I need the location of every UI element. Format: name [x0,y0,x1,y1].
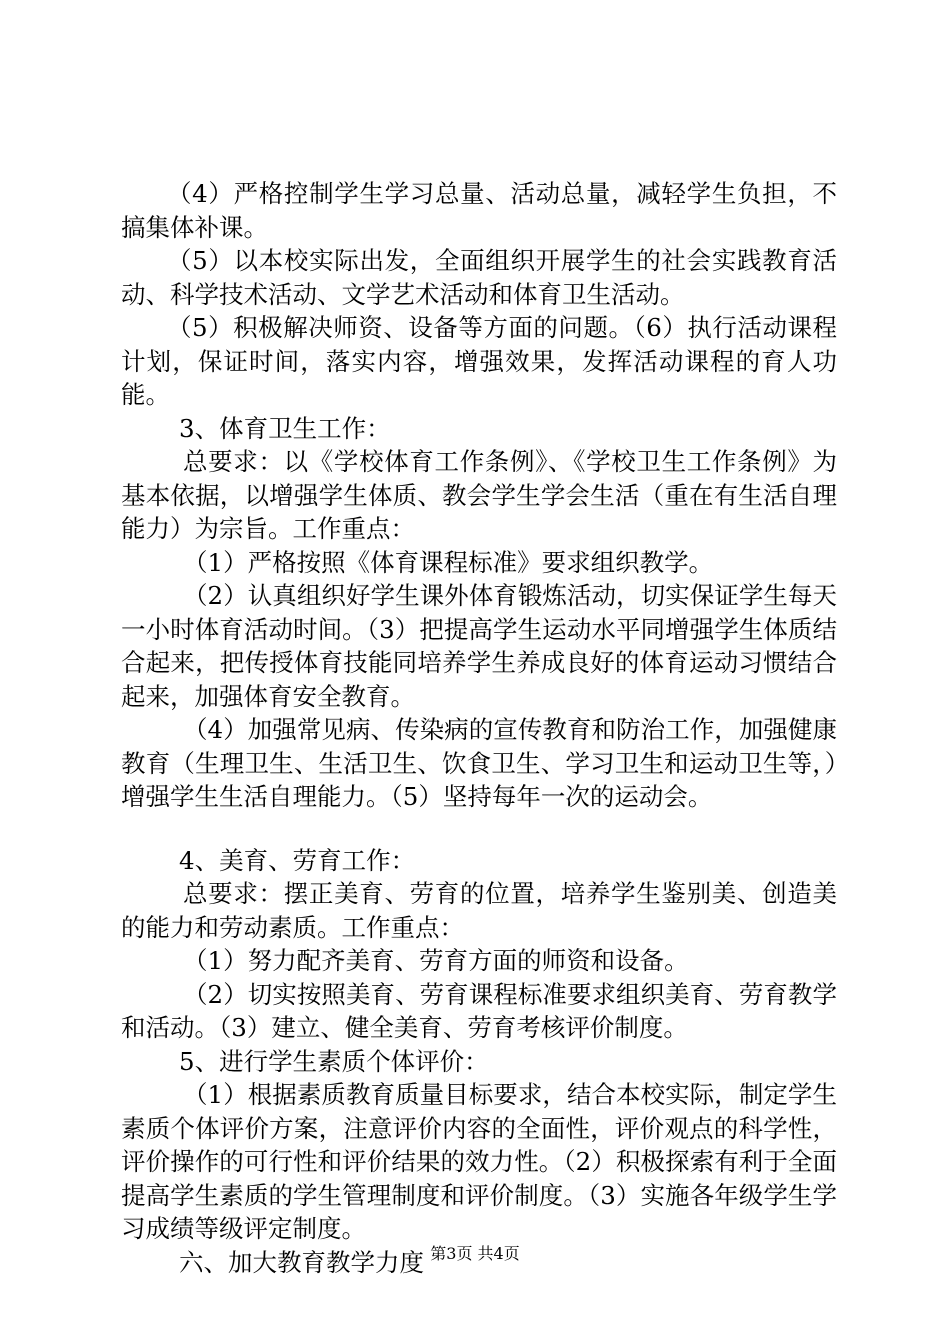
paragraph-health-education: （4）加强常见病、传染病的宣传教育和防治工作，加强健康教育（生理卫生、生活卫生、饮食卫生、学习卫生和运动卫生等，）增强学生生活自理能力。（5）坚持每年一次的运动会。 [121,715,837,811]
heading-individual-evaluation: 5、进行学生素质个体评价： [179,1046,489,1076]
heading-section-six: 六、加大教育教学力度 [179,1247,424,1277]
paragraph-control-workload: （4）严格控制学生学习总量、活动总量，减轻学生负担，不搞集体补课。 [121,179,837,242]
paragraph-exercise-time: （2）认真组织好学生课外体育锻炼活动，切实保证学生每天一小时体育活动时间。（3）把提高学生运动水平同增强学生体质结合起来，把传授体育技能同培养学生养成良好的体育运动习惯结合起来，加强体育安全教育。 [121,581,837,711]
paragraph-gap [121,814,837,844]
heading-sports-health: 3、体育卫生工作： [179,413,391,443]
heading-aesthetic-labor: 4、美育、劳育工作： [179,845,416,875]
paragraph-aesthetic-teaching: （2）切实按照美育、劳育课程标准要求组织美育、劳育教学和活动。（3）建立、健全美育、劳育考核评价制度。 [121,979,837,1042]
paragraph-sports-requirements: 总要求：以《学校体育工作条例》、《学校卫生工作条例》为基本依据，以增强学生体质、教会学生学会生活（重在有生活自理能力）为宗旨。工作重点： [121,447,837,543]
paragraph-aesthetic-staff: （1）努力配齐美育、劳育方面的师资和设备。 [183,946,689,975]
paragraph-practice-activities: （5）以本校实际出发，全面组织开展学生的社会实践教育活动、科学技术活动、文学艺术活动和体育卫生活动。 [121,246,837,309]
paragraph-aesthetic-requirements: 总要求：摆正美育、劳育的位置，培养学生鉴别美、创造美的能力和劳动素质。工作重点： [121,879,837,942]
paragraph-teachers-equipment: （5）积极解决师资、设备等方面的问题。（6）执行活动课程计划，保证时间，落实内容，增强效果，发挥活动课程的育人功能。 [121,313,837,409]
page-footer: 第3页 共4页 [430,1244,520,1263]
document-body [121,177,837,1279]
paragraph-pe-standard: （1）严格按照《体育课程标准》要求组织教学。 [183,547,714,577]
paragraph-evaluation-plan: （1）根据素质教育质量目标要求，结合本校实际，制定学生素质个体评价方案，注意评价内容的全面性，评价观点的科学性，评价操作的可行性和评价结果的效力性。（2）积极探索有利于全面提高学生素质的学生管理制度和评价制度。（3）实施各年级学生学习成绩等级评定制度。 [121,1080,837,1243]
